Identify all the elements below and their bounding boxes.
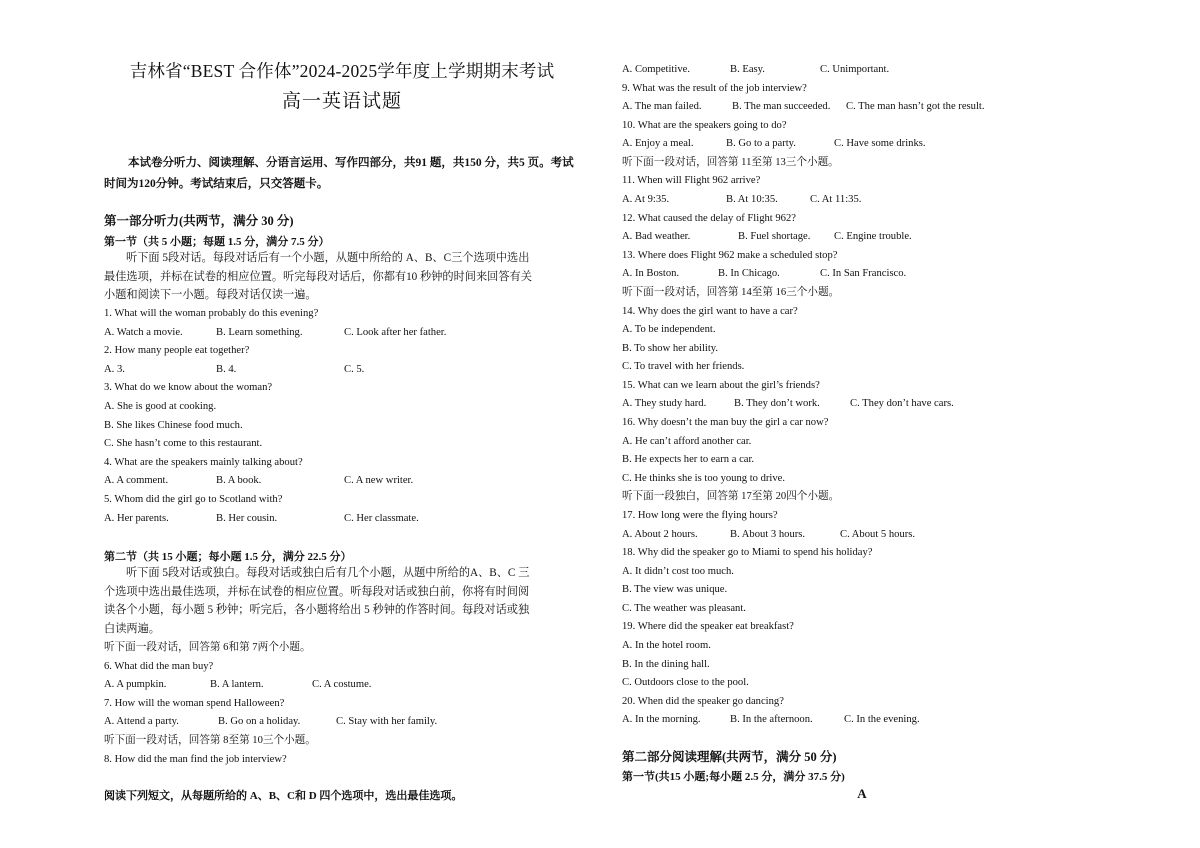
answer-option: C. Unimportant. <box>820 64 890 75</box>
question-line: 3. What do we know about the woman? <box>104 382 273 394</box>
answer-option: A. The man failed. <box>622 101 702 113</box>
question-line: C. She hasn’t come to this restaurant. <box>104 438 263 450</box>
instruction-line: 读各个小题，每小题 5 秒钟；听完后，各小题将给出 5 秒钟的作答时间。每段对话或独 <box>104 604 530 617</box>
question-line: C. To travel with her friends. <box>622 361 745 373</box>
answer-option: A. At 9:35. <box>622 194 670 206</box>
question-line: 听下面一段对话，回答第 8至第 10三个小题。 <box>104 735 316 746</box>
part2-section1-heading: 第一节(共15 小题;每小题 2.5 分，满分 37.5 分) <box>622 771 845 783</box>
question-line: C. Outdoors close to the pool. <box>622 677 749 689</box>
question-line: B. The view was unique. <box>622 584 728 596</box>
section2-heading: 第二节（共 15 小题；每小题 1.5 分，满分 22.5 分） <box>104 551 352 563</box>
answer-option: A. They study hard. <box>622 398 707 410</box>
instruction-line: 小题和阅读下一小题。每段对话仅读一遍。 <box>104 289 317 302</box>
answer-option: A. About 2 hours. <box>622 528 698 540</box>
answer-option: B. Fuel shortage. <box>738 231 811 243</box>
answer-option: C. A costume. <box>312 679 372 691</box>
answer-option: B. A book. <box>216 475 262 487</box>
answer-option: A. A pumpkin. <box>104 679 167 691</box>
question-line: 18. Why did the speaker go to Miami to spend his holiday? <box>622 547 873 559</box>
answer-option: A. A comment. <box>104 475 169 487</box>
answer-option: B. They don’t work. <box>734 398 820 410</box>
answer-option: C. In the evening. <box>844 714 920 726</box>
exam-instructions: 本试卷分听力、阅读理解、分语言运用、写作四部分，共91 题，共150 分，共5 页。考试时间为120分钟。考试结束后，只交答题卡。 <box>104 157 574 190</box>
answer-option: A. Competitive. <box>622 64 690 75</box>
answer-option: B. About 3 hours. <box>730 528 806 540</box>
question-line: A. He can’t afford another car. <box>622 435 752 447</box>
instruction-line: 听下面 5段对话或独白。每段对话或独白后有几个小题，从题中所给的A、B、C 三 <box>126 567 530 579</box>
answer-option: C. Have some drinks. <box>834 138 926 150</box>
question-line: A. It didn’t cost too much. <box>622 565 734 577</box>
question-line: 4. What are the speakers mainly talking about? <box>104 456 303 468</box>
reading-instruction: 阅读下列短文，从每题所给的 A、B、C和 D 四个选项中，选出最佳选项。 <box>104 790 463 802</box>
question-line: 12. What caused the delay of Flight 962? <box>622 212 796 224</box>
passage-label: A <box>857 786 867 801</box>
answer-option: B. A lantern. <box>210 679 264 691</box>
part2-heading: 第二部分阅读理解(共两节，满分 50 分) <box>622 750 837 764</box>
answer-option: A. Her parents. <box>104 512 169 524</box>
answer-option: A. Watch a movie. <box>104 326 183 338</box>
answer-option: C. At 11:35. <box>810 194 862 206</box>
answer-option: A. 3. <box>104 363 125 375</box>
question-line: 17. How long were the flying hours? <box>622 509 778 521</box>
question-line: 听下面一段对话，回答第 14至第 16三个小题。 <box>622 286 840 298</box>
answer-option: C. A new writer. <box>344 475 414 487</box>
question-line: B. To show her ability. <box>622 342 719 354</box>
answer-option: A. In Boston. <box>622 268 680 280</box>
answer-option: B. The man succeeded. <box>732 101 831 113</box>
answer-option: C. 5. <box>344 363 365 375</box>
question-line: A. To be independent. <box>622 324 716 336</box>
answer-option: C. Stay with her family. <box>336 716 438 728</box>
question-line: 8. How did the man find the job interview? <box>104 753 287 765</box>
answer-option: B. In the afternoon. <box>730 714 813 726</box>
question-line: B. He expects her to earn a car. <box>622 454 755 466</box>
question-line: C. The weather was pleasant. <box>622 602 746 614</box>
question-line: 10. What are the speakers going to do? <box>622 119 787 131</box>
answer-option: A. In the morning. <box>622 714 701 726</box>
answer-option: C. They don’t have cars. <box>850 398 954 410</box>
question-line: 14. Why does the girl want to have a car? <box>622 305 798 317</box>
answer-option: C. About 5 hours. <box>840 528 916 540</box>
answer-option: A. Attend a party. <box>104 716 179 728</box>
question-line: A. She is good at cooking. <box>104 401 217 412</box>
answer-option: C. In San Francisco. <box>820 268 907 280</box>
answer-option: C. Engine trouble. <box>834 231 912 243</box>
answer-option: B. Easy. <box>730 64 765 75</box>
answer-option: C. The man hasn’t got the result. <box>846 101 985 113</box>
answer-option: C. Look after her father. <box>344 326 447 338</box>
question-line: 6. What did the man buy? <box>104 660 214 672</box>
question-line: C. He thinks she is too young to drive. <box>622 472 786 484</box>
question-line: 5. Whom did the girl go to Scotland with? <box>104 494 283 505</box>
question-line: 听下面一段对话，回答第 11至第 13三个小题。 <box>622 156 839 168</box>
answer-option: A. Bad weather. <box>622 231 691 243</box>
question-line: 20. When did the speaker go dancing? <box>622 695 784 707</box>
answer-option: B. Go on a holiday. <box>218 716 301 728</box>
exam-title: 吉林省“BEST 合作体”2024-2025学年度上学期期末考试 <box>129 61 555 81</box>
answer-option: B. Her cousin. <box>216 512 278 524</box>
question-line: B. She likes Chinese food much. <box>104 419 243 431</box>
question-line: 听下面一段独白，回答第 17至第 20四个小题。 <box>622 491 840 503</box>
question-line: B. In the dining hall. <box>622 658 710 670</box>
exam-subtitle: 高一英语试题 <box>281 91 402 112</box>
question-line: 听下面一段对话，回答第 6和第 7两个小题。 <box>104 642 311 653</box>
answer-option: A. Enjoy a meal. <box>622 138 694 150</box>
answer-option: B. In Chicago. <box>718 268 780 280</box>
instruction-line: 个选项中选出最佳选项，并标在试卷的相应位置。听每段对话或独白前，你将有时间阅 <box>104 585 530 598</box>
question-line: A. In the hotel room. <box>622 639 711 651</box>
instruction-line: 白读两遍。 <box>104 623 160 636</box>
answer-option: B. Go to a party. <box>726 138 796 150</box>
answer-option: B. At 10:35. <box>726 194 778 206</box>
answer-option: B. 4. <box>216 363 237 375</box>
question-line: 11. When will Flight 962 arrive? <box>622 175 761 187</box>
section1-heading: 第一节（共 5 小题；每题 1.5 分，满分 7.5 分） <box>104 236 330 248</box>
instruction-line: 最佳选项，并标在试卷的相应位置。听完每段对话后，你都有10 秒钟的时间来回答有关 <box>104 270 532 283</box>
answer-option: B. Learn something. <box>216 326 303 338</box>
instruction-line: 听下面 5段对话。每段对话后有一个小题，从题中所给的 A、B、C三个选项中选出 <box>126 252 530 264</box>
question-line: 2. How many people eat together? <box>104 345 250 357</box>
question-line: 1. What will the woman probably do this evening? <box>104 308 319 319</box>
answer-option: C. Her classmate. <box>344 512 419 524</box>
question-line: 9. What was the result of the job interview? <box>622 82 807 94</box>
question-line: 19. Where did the speaker eat breakfast? <box>622 621 794 633</box>
question-line: 15. What can we learn about the girl’s friends? <box>622 379 820 391</box>
part1-heading: 第一部分听力(共两节，满分 30 分) <box>104 214 294 228</box>
question-line: 16. Why doesn’t the man buy the girl a car now? <box>622 417 829 429</box>
question-line: 7. How will the woman spend Halloween? <box>104 697 285 709</box>
question-line: 13. Where does Flight 962 make a scheduled stop? <box>622 249 838 261</box>
